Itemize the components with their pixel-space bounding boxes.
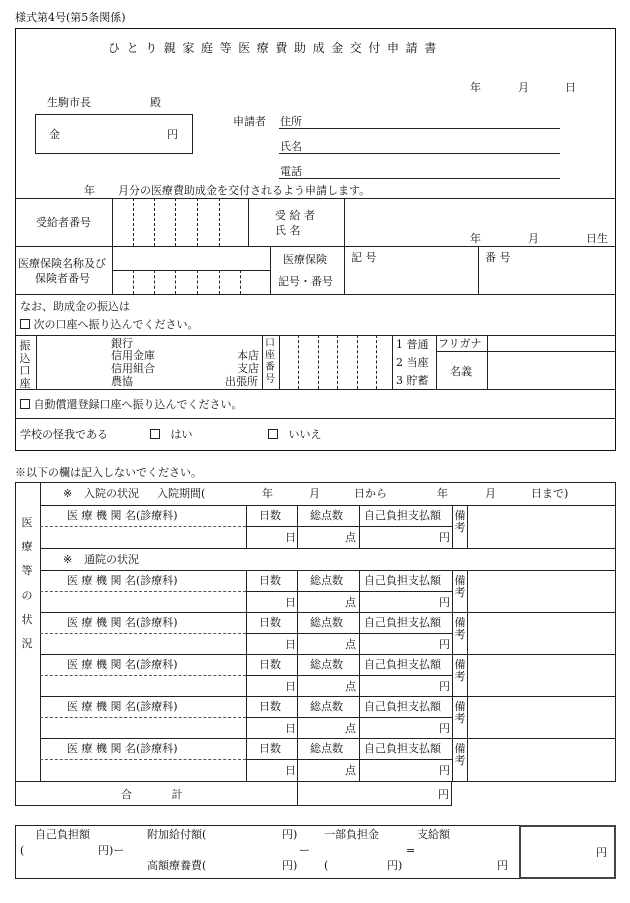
rule-furigana-bottom xyxy=(436,351,616,352)
institution-header: 医 療 機 関 名(診療科) xyxy=(67,742,178,755)
inpatient-label: 入院の状況 xyxy=(84,487,139,500)
calc-payment: 支給額 xyxy=(417,828,450,841)
days-header: 日数 xyxy=(259,742,281,755)
rule-copay-start xyxy=(359,654,360,698)
rule-points-start xyxy=(297,570,298,614)
school-label: 学校の怪我である xyxy=(20,428,108,441)
applicant-label: 申請者 xyxy=(233,115,266,128)
school-yes[interactable] xyxy=(150,429,193,440)
checkbox-icon[interactable] xyxy=(150,429,160,439)
points-header: 総点数 xyxy=(310,742,343,755)
rule-days-start xyxy=(246,570,247,614)
copay-header: 自己負担支払額 xyxy=(364,574,441,587)
rule-remarks-end xyxy=(467,505,468,549)
bank-option-auto[interactable] xyxy=(20,399,243,410)
rule-days-start xyxy=(246,696,247,740)
days-unit: 日 xyxy=(285,680,296,693)
rule-account-digit-3 xyxy=(337,335,338,389)
rule-block-mid xyxy=(246,526,452,527)
rule-total-split xyxy=(297,782,298,806)
account-type-futsu: 1 普通 xyxy=(396,338,429,351)
rule-account-digit-4 xyxy=(357,335,358,389)
points-unit: 点 xyxy=(345,531,356,544)
medical-table xyxy=(15,482,616,782)
addressee-mayor: 生駒市長 xyxy=(47,96,91,109)
rule-block-dash xyxy=(40,526,246,527)
rule-auto-top xyxy=(15,389,616,390)
days-header: 日数 xyxy=(259,574,281,587)
rule-recipient-digit-2 xyxy=(154,198,155,246)
rule-bank-top xyxy=(15,294,616,295)
institution-header: 医 療 機 関 名(診療科) xyxy=(67,574,178,587)
rule-account-digit-1 xyxy=(298,335,299,389)
rule-block-mid xyxy=(246,633,452,634)
bank-side-label: 振込口座 xyxy=(19,339,31,390)
furigana-label: フリガナ xyxy=(438,337,482,350)
days-unit: 日 xyxy=(285,764,296,777)
days-header: 日数 xyxy=(259,658,281,671)
rule-days-start xyxy=(246,612,247,656)
calc-high-cost: 高額療養費( xyxy=(147,859,207,872)
yen-unit: 円 xyxy=(439,764,450,777)
applicant-phone-label: 電話 xyxy=(280,165,302,178)
rule-block-dash xyxy=(40,675,246,676)
addressee-honorific: 殿 xyxy=(150,96,161,109)
applicant-address-line[interactable] xyxy=(279,128,560,129)
rule-block-dash xyxy=(40,717,246,718)
days-unit: 日 xyxy=(285,531,296,544)
branch-branch: 支店 xyxy=(237,362,259,375)
form-title: ひとり親家庭等医療費助成金交付申請書 xyxy=(108,41,443,55)
form-number: 様式第4号(第5条関係) xyxy=(15,11,126,24)
total-label: 合 計 xyxy=(121,788,201,801)
days-header: 日数 xyxy=(259,700,281,713)
rule-recipient-digit-1 xyxy=(133,198,134,246)
yen-unit: 円 xyxy=(439,596,450,609)
rule-block-mid xyxy=(246,591,452,592)
remarks-header: 備考 xyxy=(454,616,466,641)
days-header: 日数 xyxy=(259,616,281,629)
rule-medical-side xyxy=(40,482,41,782)
calc-equals: = xyxy=(406,844,416,857)
rule-block-top xyxy=(40,570,616,571)
rule-points-start xyxy=(297,654,298,698)
rule-insurance-code-start xyxy=(270,246,271,294)
rule-recipient-number-end xyxy=(248,198,249,246)
rule-copay-start xyxy=(359,696,360,740)
checkbox-icon[interactable] xyxy=(268,429,278,439)
calc-additional: 附加給付額( xyxy=(147,828,207,841)
rule-insurance-kigo-start xyxy=(344,246,345,294)
rule-recipient-number-start xyxy=(112,198,113,246)
inpatient-mark: ※ xyxy=(63,487,73,500)
branch-head: 本店 xyxy=(237,349,259,362)
rule-points-start xyxy=(297,612,298,656)
rule-insurance-digit-5 xyxy=(219,270,220,294)
copay-header: 自己負担支払額 xyxy=(364,509,441,522)
calc-partial-open: ( xyxy=(324,859,329,872)
rule-days-start xyxy=(246,738,247,782)
points-unit: 点 xyxy=(345,638,356,651)
points-header: 総点数 xyxy=(310,658,343,671)
points-unit: 点 xyxy=(345,764,356,777)
points-unit: 点 xyxy=(345,596,356,609)
school-yes-label: はい xyxy=(170,428,193,441)
rule-holder-split xyxy=(487,351,488,389)
rule-remarks-end xyxy=(467,696,468,740)
rule-block-top xyxy=(40,738,616,739)
points-unit: 点 xyxy=(345,680,356,693)
calc-payment-yen: 円 xyxy=(596,846,607,859)
rule-account-holder-start xyxy=(436,335,437,389)
insurance-name-label-1: 医療保険名称及び xyxy=(18,257,106,270)
rule-recipient-name-start xyxy=(344,198,345,246)
points-header: 総点数 xyxy=(310,509,343,522)
rule-insurance-digit-1 xyxy=(133,270,134,294)
institution-bank: 銀行 xyxy=(111,337,133,350)
remarks-header: 備考 xyxy=(454,700,466,725)
applicant-phone-line[interactable] xyxy=(279,178,560,179)
rule-school-top xyxy=(15,418,616,419)
inpatient-from: 日から xyxy=(354,487,387,500)
points-header: 総点数 xyxy=(310,700,343,713)
recipient-name-label-1: 受 給 者 xyxy=(275,209,315,222)
rule-days-start xyxy=(246,654,247,698)
account-number-label: 口座番号 xyxy=(265,338,275,385)
rule-remarks-end xyxy=(467,570,468,614)
rule-insurance-top xyxy=(15,246,616,247)
copay-header: 自己負担支払額 xyxy=(364,700,441,713)
inpatient-month1: 月 xyxy=(309,487,320,500)
rule-block-dash xyxy=(40,759,246,760)
calc-additional-close: 円) xyxy=(282,828,298,841)
amount-unit: 円 xyxy=(167,128,178,141)
rule-insurance-digit-4 xyxy=(197,270,198,294)
bank-intro: なお、助成金の振込は xyxy=(20,300,130,313)
institution-nokyo: 農協 xyxy=(111,375,133,388)
date-month: 月 xyxy=(518,81,529,94)
rule-block-mid xyxy=(246,675,452,676)
institution-shinkumi: 信用組合 xyxy=(111,362,155,375)
copay-header: 自己負担支払額 xyxy=(364,616,441,629)
rule-days-start xyxy=(246,505,247,549)
insurance-code-label-2: 記号・番号 xyxy=(278,275,333,288)
rule-points-start xyxy=(297,738,298,782)
yen-unit: 円 xyxy=(439,531,450,544)
rule-remarks-end xyxy=(467,654,468,698)
points-header: 総点数 xyxy=(310,616,343,629)
inpatient-period-label: 入院期間( xyxy=(157,487,206,500)
insurance-name-label-2: 保険者番号 xyxy=(35,272,90,285)
rule-outpatient-top xyxy=(40,548,616,549)
calc-minus: ー xyxy=(299,844,310,857)
applicant-address-label: 住所 xyxy=(280,115,302,128)
holder-label: 名義 xyxy=(450,365,472,378)
rule-recipient-digit-5 xyxy=(219,198,220,246)
total-unit: 円 xyxy=(438,788,449,801)
rule-account-type-start xyxy=(392,335,393,389)
days-header: 日数 xyxy=(259,509,281,522)
remarks-header: 備考 xyxy=(454,574,466,599)
rule-block-mid xyxy=(246,759,452,760)
points-header: 総点数 xyxy=(310,574,343,587)
rule-recipient-digit-4 xyxy=(197,198,198,246)
rule-insurance-bango-start xyxy=(478,246,479,294)
birth-day: 日生 xyxy=(586,232,608,245)
days-unit: 日 xyxy=(285,596,296,609)
rule-copay-start xyxy=(359,505,360,549)
rule-account-number-start xyxy=(279,335,280,389)
date-day: 日 xyxy=(565,81,576,94)
medical-side-label: 医療等の状況 xyxy=(21,516,33,650)
rule-block-dash xyxy=(40,633,246,634)
institution-header: 医 療 機 関 名(診療科) xyxy=(67,509,178,522)
yen-unit: 円 xyxy=(439,722,450,735)
copay-header: 自己負担支払額 xyxy=(364,742,441,755)
calc-partial-close: 円) xyxy=(387,859,403,872)
institution-shinkin: 信用金庫 xyxy=(111,349,155,362)
yen-unit: 円 xyxy=(439,638,450,651)
bank-option-transfer[interactable] xyxy=(20,319,199,330)
calc-yen-minus: 円)ー xyxy=(98,844,125,857)
inpatient-to: 日まで) xyxy=(531,487,569,500)
institution-header: 医 療 機 関 名(診療科) xyxy=(67,658,178,671)
rule-block-top xyxy=(40,612,616,613)
rule-insurance-digit-2 xyxy=(154,270,155,294)
office-note: ※以下の欄は記入しないでください。 xyxy=(15,466,202,479)
branch-sub: 出張所 xyxy=(225,375,258,388)
amount-label: 金 xyxy=(49,128,60,141)
copay-header: 自己負担支払額 xyxy=(364,658,441,671)
applicant-name-line[interactable] xyxy=(279,153,560,154)
inpatient-month2: 月 xyxy=(485,487,496,500)
recipient-name-label-2: 氏 名 xyxy=(275,224,301,237)
days-unit: 日 xyxy=(285,638,296,651)
request-year: 年 xyxy=(84,184,95,197)
calc-partial: 一部負担金 xyxy=(324,828,379,841)
points-unit: 点 xyxy=(345,722,356,735)
remarks-header: 備考 xyxy=(454,742,466,767)
inpatient-year2: 年 xyxy=(437,487,448,500)
rule-remarks-end xyxy=(467,738,468,782)
rule-remarks-end xyxy=(467,612,468,656)
institution-header: 医 療 機 関 名(診療科) xyxy=(67,616,178,629)
school-no-label: いいえ xyxy=(288,428,322,441)
rule-copay-start xyxy=(359,570,360,614)
bank-option-auto-label: 自動償還登録口座へ振り込んでください。 xyxy=(33,398,243,411)
days-unit: 日 xyxy=(285,722,296,735)
outpatient-mark: ※ xyxy=(63,553,73,566)
school-no[interactable] xyxy=(268,429,322,440)
rule-insurance-number-mid xyxy=(112,270,270,271)
date-year: 年 xyxy=(470,81,481,94)
calc-high-cost-close: 円) xyxy=(282,859,298,872)
account-type-chochiku: 3 貯蓄 xyxy=(396,374,429,387)
remarks-header: 備考 xyxy=(454,509,466,534)
outpatient-label: 通院の状況 xyxy=(84,553,139,566)
remarks-header: 備考 xyxy=(454,658,466,683)
rule-account-digit-2 xyxy=(318,335,319,389)
rule-copay-start xyxy=(359,612,360,656)
rule-points-start xyxy=(297,696,298,740)
rule-account-digit-5 xyxy=(376,335,377,389)
account-type-toza: 2 当座 xyxy=(396,356,429,369)
yen-unit: 円 xyxy=(439,680,450,693)
insurance-kigo: 記 号 xyxy=(351,251,377,264)
institution-header: 医 療 機 関 名(診療科) xyxy=(67,700,178,713)
insurance-code-label-1: 医療保険 xyxy=(283,253,327,266)
rule-recipient-digit-3 xyxy=(175,198,176,246)
rule-account-side xyxy=(36,335,37,389)
calc-result-yen: 円 xyxy=(497,859,508,872)
bank-option-transfer-label: 次の口座へ振り込んでください。 xyxy=(33,318,199,331)
insurance-bango: 番 号 xyxy=(485,251,511,264)
applicant-name-label: 氏名 xyxy=(280,140,302,153)
total-row xyxy=(15,782,452,806)
rule-recipient-top xyxy=(15,198,616,199)
rule-points-start xyxy=(297,505,298,549)
calc-open-paren: ( xyxy=(20,844,25,857)
rule-copay-start xyxy=(359,738,360,782)
rule-block-top xyxy=(40,654,616,655)
rule-block-top xyxy=(40,696,616,697)
rule-insurance-digit-6 xyxy=(240,270,241,294)
rule-furigana-split xyxy=(487,335,488,351)
recipient-number-label: 受給者番号 xyxy=(36,216,91,229)
rule-account-top xyxy=(15,335,616,336)
birth-month: 月 xyxy=(528,232,539,245)
checkbox-icon[interactable] xyxy=(20,399,30,409)
rule-block-dash xyxy=(40,591,246,592)
request-sentence: 月分の医療費助成金を交付されるよう申請します。 xyxy=(118,184,371,197)
calc-self-pay: 自己負担額 xyxy=(35,828,90,841)
rule-insurance-digit-3 xyxy=(175,270,176,294)
rule-block-top xyxy=(40,505,616,506)
inpatient-year1: 年 xyxy=(262,487,273,500)
birth-year: 年 xyxy=(470,232,481,245)
rule-block-mid xyxy=(246,717,452,718)
checkbox-icon[interactable] xyxy=(20,319,30,329)
